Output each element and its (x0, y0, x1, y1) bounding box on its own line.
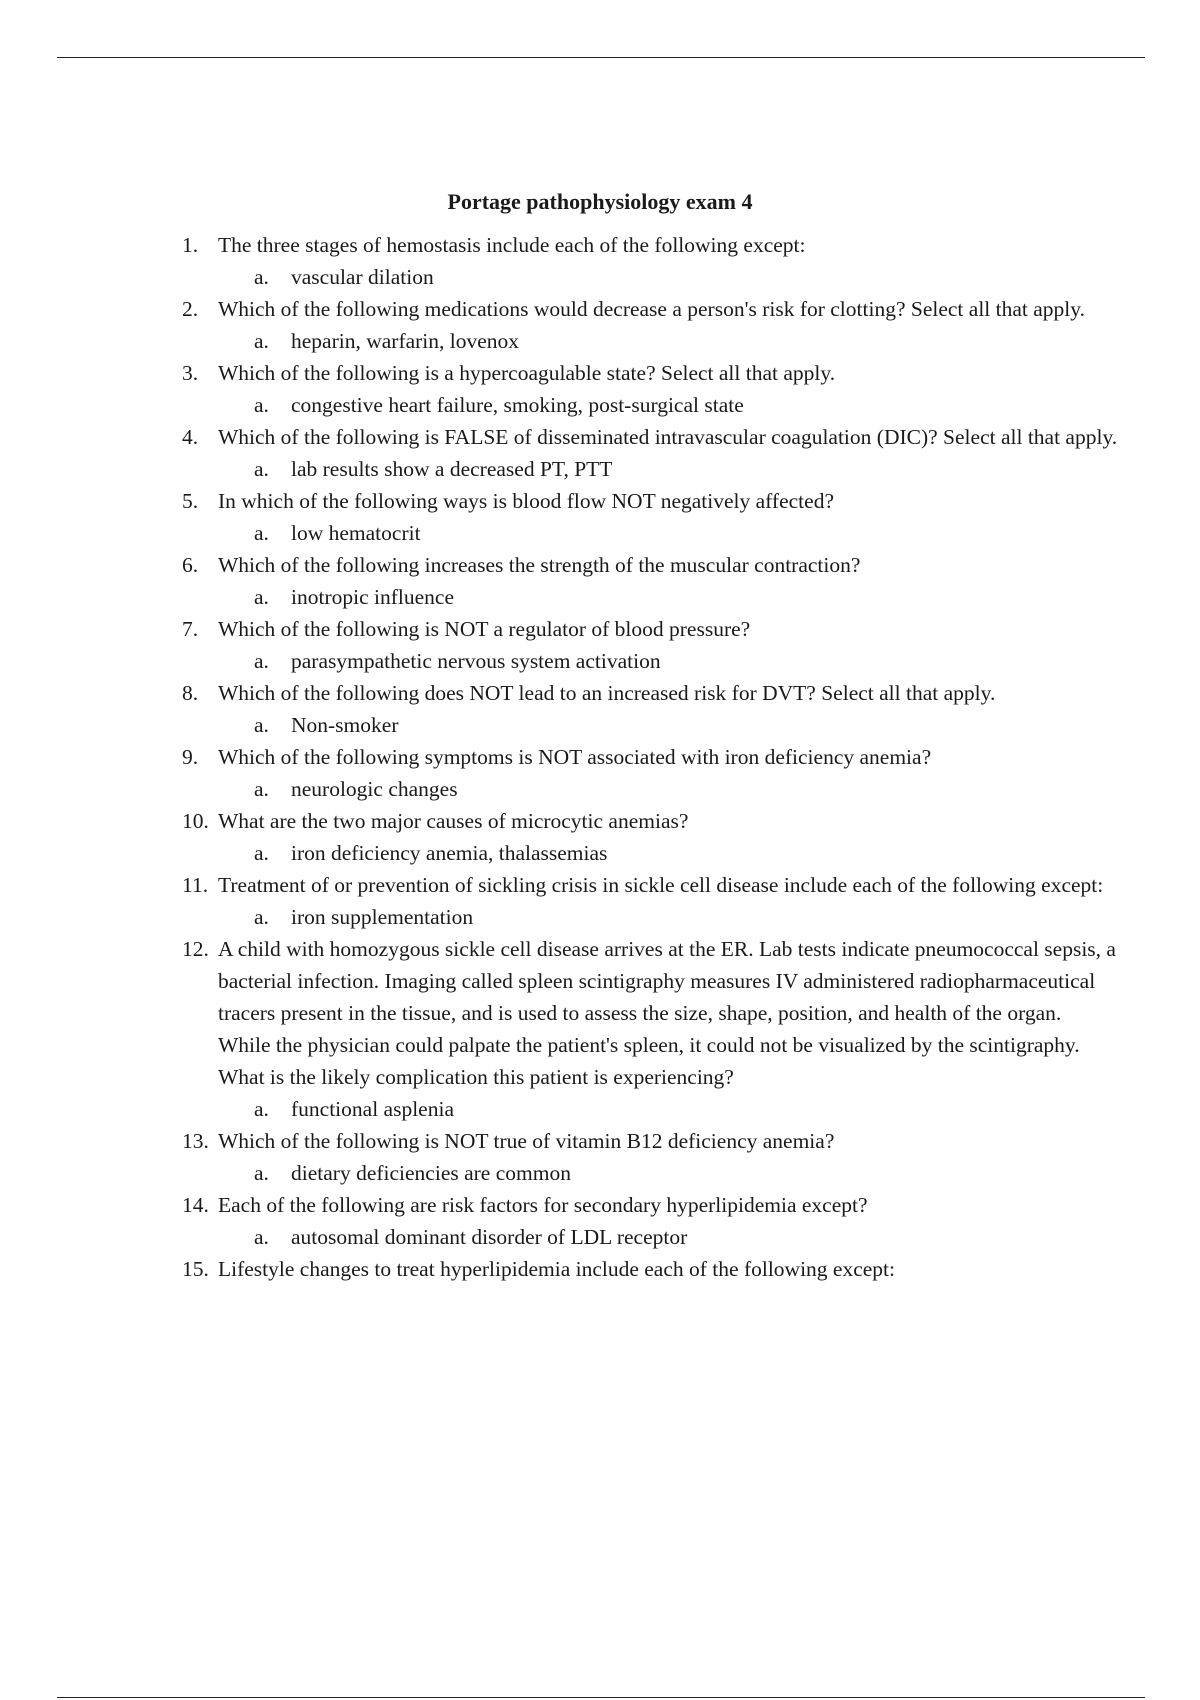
answer-item (218, 837, 1118, 869)
answer-text: dietary deficiencies are common (291, 1161, 571, 1185)
answer-item (218, 261, 1118, 293)
answer-marker: a. (254, 777, 269, 801)
question-item (182, 677, 1118, 741)
question-text: Which of the following increases the strength of the muscular contraction? (218, 553, 861, 577)
answer-list (218, 517, 1118, 549)
answer-item (218, 581, 1118, 613)
answer-list (218, 1157, 1118, 1189)
answer-text: low hematocrit (291, 521, 421, 545)
question-text: Treatment of or prevention of sickling crisis in sickle cell disease include each of the following except: (218, 873, 1104, 897)
question-item (182, 1253, 1118, 1285)
answer-text: heparin, warfarin, lovenox (291, 329, 520, 353)
question-item (182, 421, 1118, 485)
answer-marker: a. (254, 329, 269, 353)
answer-marker: a. (254, 713, 269, 737)
answer-item (218, 517, 1118, 549)
question-number: 7. (182, 617, 199, 641)
question-item (182, 229, 1118, 293)
question-number: 8. (182, 681, 199, 705)
question-text: The three stages of hemostasis include each of the following except: (218, 233, 806, 257)
answer-list (218, 325, 1118, 357)
answer-list (218, 901, 1118, 933)
answer-item (218, 901, 1118, 933)
question-item (182, 933, 1118, 1125)
answer-list (218, 581, 1118, 613)
answer-list (218, 1093, 1118, 1125)
question-number: 10. (182, 809, 209, 833)
question-text: Which of the following medications would decrease a person's risk for clotting? Select all that apply. (218, 297, 1086, 321)
answer-list (218, 773, 1118, 805)
answer-text: congestive heart failure, smoking, post-surgical state (291, 393, 744, 417)
answer-item (218, 645, 1118, 677)
top-rule (57, 57, 1145, 58)
answer-marker: a. (254, 1225, 269, 1249)
answer-text: iron supplementation (291, 905, 474, 929)
question-item (182, 549, 1118, 613)
answer-text: inotropic influence (291, 585, 454, 609)
answer-marker: a. (254, 585, 269, 609)
answer-item (218, 1221, 1118, 1253)
answer-item (218, 325, 1118, 357)
question-item (182, 1189, 1118, 1253)
answer-list (218, 453, 1118, 485)
bottom-rule (57, 1697, 1145, 1698)
answer-marker: a. (254, 841, 269, 865)
question-item (182, 357, 1118, 421)
question-number: 6. (182, 553, 199, 577)
answer-list (218, 645, 1118, 677)
question-text: A child with homozygous sickle cell disease arrives at the ER. Lab tests indicate pneumococcal sepsis, a bacterial infection. Imaging called spleen scintigraphy measures IV administered radiopharmaceutical tracers present in the tissue, and is used to assess the size, shape, position, and health of the organ. While the physician could palpate the patient's spleen, it could not be visualized by the scintigraphy. What is the likely complication this patient is experiencing? (218, 937, 1116, 1089)
answer-list (218, 1221, 1118, 1253)
question-number: 11. (182, 873, 209, 897)
question-item (182, 1125, 1118, 1189)
question-list (182, 229, 1118, 1285)
answer-list (218, 837, 1118, 869)
question-number: 1. (182, 233, 199, 257)
question-number: 12. (182, 937, 209, 961)
answer-item (218, 389, 1118, 421)
question-text: Which of the following is FALSE of disseminated intravascular coagulation (DIC)? Select all that apply. (218, 425, 1118, 449)
question-text: What are the two major causes of microcytic anemias? (218, 809, 689, 833)
question-text: Which of the following is NOT a regulator of blood pressure? (218, 617, 751, 641)
question-text: In which of the following ways is blood flow NOT negatively affected? (218, 489, 834, 513)
question-number: 4. (182, 425, 199, 449)
question-item (182, 485, 1118, 549)
answer-text: neurologic changes (291, 777, 458, 801)
question-number: 2. (182, 297, 199, 321)
answer-marker: a. (254, 521, 269, 545)
question-item (182, 613, 1118, 677)
question-text: Which of the following does NOT lead to an increased risk for DVT? Select all that apply. (218, 681, 996, 705)
answer-marker: a. (254, 265, 269, 289)
question-number: 15. (182, 1257, 209, 1281)
answer-item (218, 1093, 1118, 1125)
answer-item (218, 773, 1118, 805)
answer-marker: a. (254, 1097, 269, 1121)
answer-text: vascular dilation (291, 265, 434, 289)
answer-text: autosomal dominant disorder of LDL receptor (291, 1225, 688, 1249)
answer-text: functional asplenia (291, 1097, 454, 1121)
question-item (182, 869, 1118, 933)
answer-marker: a. (254, 905, 269, 929)
answer-marker: a. (254, 457, 269, 481)
answer-list (218, 389, 1118, 421)
question-text: Lifestyle changes to treat hyperlipidemia include each of the following except: (218, 1257, 895, 1281)
answer-text: Non-smoker (291, 713, 399, 737)
answer-list (218, 261, 1118, 293)
answer-text: lab results show a decreased PT, PTT (291, 457, 613, 481)
question-text: Which of the following is a hypercoagulable state? Select all that apply. (218, 361, 836, 385)
question-number: 9. (182, 745, 199, 769)
question-text: Each of the following are risk factors for secondary hyperlipidemia except? (218, 1193, 868, 1217)
answer-marker: a. (254, 649, 269, 673)
question-item (182, 293, 1118, 357)
answer-marker: a. (254, 393, 269, 417)
question-item (182, 741, 1118, 805)
question-text: Which of the following symptoms is NOT associated with iron deficiency anemia? (218, 745, 932, 769)
answer-item (218, 453, 1118, 485)
answer-text: iron deficiency anemia, thalassemias (291, 841, 608, 865)
question-number: 5. (182, 489, 199, 513)
question-number: 14. (182, 1193, 209, 1217)
answer-marker: a. (254, 1161, 269, 1185)
question-number: 13. (182, 1129, 209, 1153)
answer-text: parasympathetic nervous system activation (291, 649, 661, 673)
question-text: Which of the following is NOT true of vitamin B12 deficiency anemia? (218, 1129, 835, 1153)
answer-item (218, 1157, 1118, 1189)
question-item (182, 805, 1118, 869)
answer-list (218, 709, 1118, 741)
page-title: Portage pathophysiology exam 4 (447, 189, 753, 214)
answer-item (218, 709, 1118, 741)
question-number: 3. (182, 361, 199, 385)
